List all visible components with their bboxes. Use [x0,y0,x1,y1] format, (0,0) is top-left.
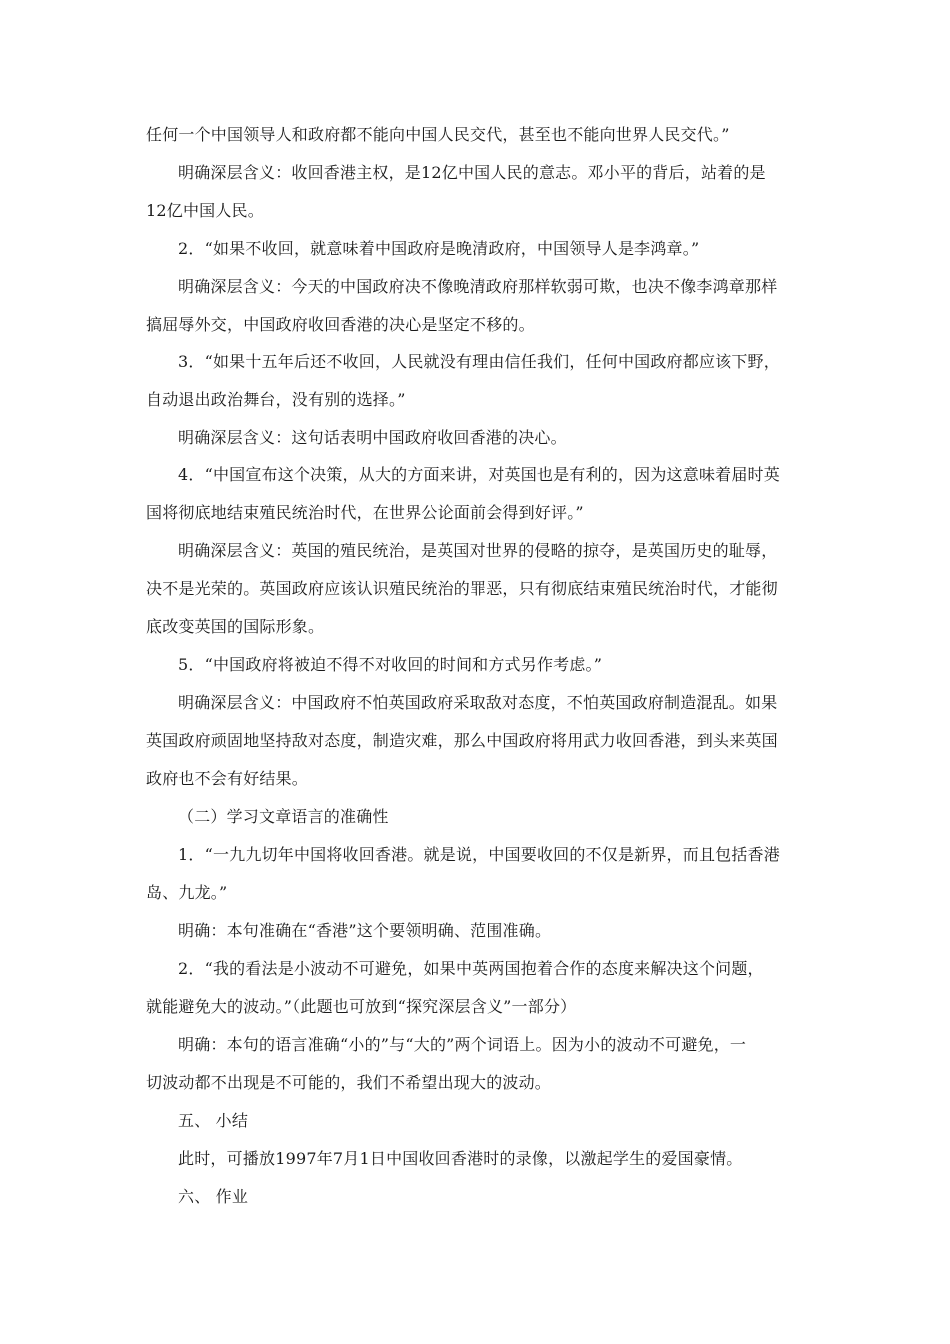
section-heading: 六、 作业 [178,1187,249,1206]
text-line: 12亿中国人民。 [146,201,264,220]
section-heading: 五、 小结 [178,1111,249,1130]
section-heading: （二）学习文章语言的准确性 [178,807,389,826]
text-line: 政府也不会有好结果。 [146,769,309,788]
text-line: 任何一个中国领导人和政府都不能向中国人民交代，甚至也不能向世界人民交代。” [146,125,730,144]
text-line: 3．“如果十五年后还不收回，人民就没有理由信任我们，任何中国政府都应该下野， [178,352,780,371]
text-line: 明确深层含义：英国的殖民统治，是英国对世界的侵略的掠夺，是英国历史的耻辱， [178,541,778,560]
text-line: 5．“中国政府将被迫不得不对收回的时间和方式另作考虑。” [178,655,603,674]
text-line: 英国政府顽固地坚持敌对态度，制造灾难，那么中国政府将用武力收回香港，到头来英国 [146,731,778,750]
text-line: 明确：本句准确在“香港”这个要领明确、范围准确。 [178,921,552,940]
text-line: 决不是光荣的。英国政府应该认识殖民统治的罪恶，只有彻底结束殖民统治时代，才能彻 [146,579,778,598]
text-line: 明确深层含义：今天的中国政府决不像晚清政府那样软弱可欺，也决不像李鸿章那样 [178,277,778,296]
text-line: 明确深层含义：收回香港主权，是12亿中国人民的意志。邓小平的背后，站着的是 [178,163,766,182]
text-line: 国将彻底地结束殖民统治时代，在世界公论面前会得到好评。” [146,503,584,522]
text-line: 岛、九龙。” [146,883,228,902]
text-line: 此时，可播放1997年7月1日中国收回香港时的录像，以激起学生的爱国豪情。 [178,1149,743,1168]
text-line: 底改变英国的国际形象。 [146,617,325,636]
text-line: 2．“我的看法是小波动不可避免，如果中英两国抱着合作的态度来解决这个问题， [178,959,764,978]
text-line: 搞屈辱外交，中国政府收回香港的决心是坚定不移的。 [146,315,535,334]
text-line: 切波动都不出现是不可能的，我们不希望出现大的波动。 [146,1073,552,1092]
text-line: 明确：本句的语言准确“小的”与“大的”两个词语上。因为小的波动不可避免，一 [178,1035,747,1054]
text-line: 1．“一九九切年中国将收回香港。就是说，中国要收回的不仅是新界，而且包括香港 [178,845,780,864]
text-line: 4．“中国宣布这个决策，从大的方面来讲，对英国也是有利的，因为这意味着届时英 [178,465,780,484]
text-line: 2．“如果不收回，就意味着中国政府是晚清政府，中国领导人是李鸿章。” [178,239,700,258]
text-line: 明确深层含义：中国政府不怕英国政府采取敌对态度，不怕英国政府制造混乱。如果 [178,693,778,712]
text-line: 自动退出政治舞台，没有别的选择。” [146,390,406,409]
text-line: 明确深层含义：这句话表明中国政府收回香港的决心。 [178,428,567,447]
text-line: 就能避免大的波动。”（此题也可放到“探究深层含义”一部分） [146,997,577,1016]
